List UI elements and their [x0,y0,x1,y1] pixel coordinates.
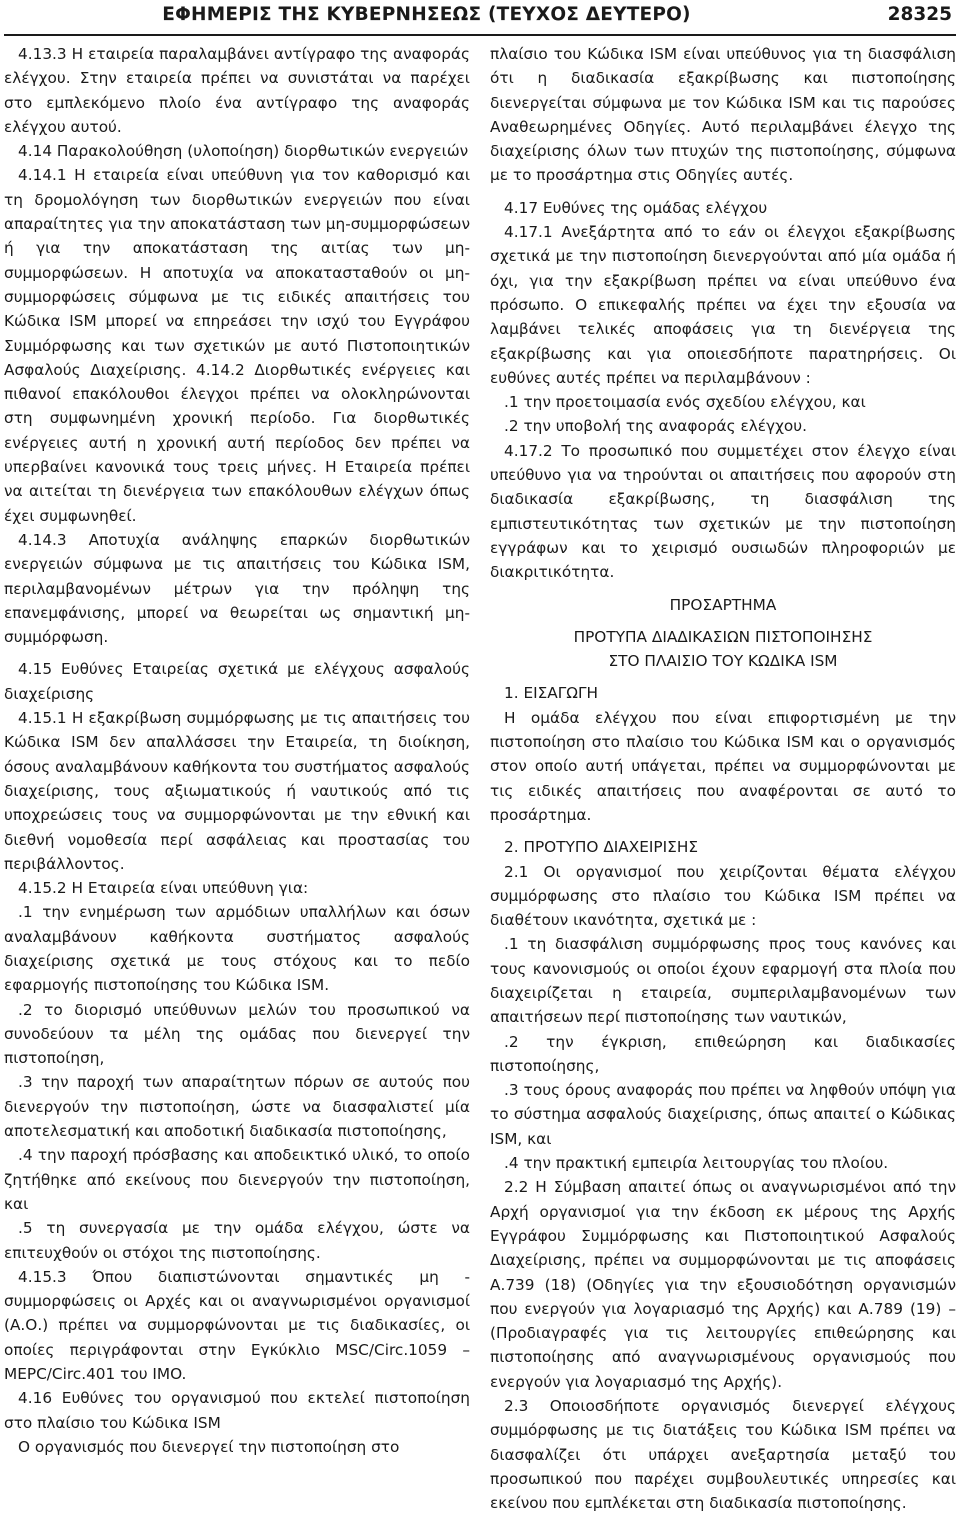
paragraph: 4.14.3 Αποτυχία ανάληψης επαρκών διορθωτικών ενεργειών σύμφωνα με τις απαιτήσεις του Κώδικα ISM, περιλαμβανομένων μέτρων για την πρόληψη της επανεμφάνισης, μπορεί να θεωρείται ως σημαντική μη-συμμόρφωση. [4,530,470,647]
section-heading: 4.14 Παρακολούθηση (υλοποίηση) διορθωτικών ενεργειών [18,142,469,161]
list-item: .1 τη διασφάλιση συμμόρφωσης προς τους κανόνες και τους κανονισμούς οι οποίοι έχουν εφαρμογή στα πλοία που διαχειρίζεται η εταιρεία, συμπεριλαμβανομένων των απαιτήσεων περί πιστοποίησης των ναυτικών, [490,935,956,1027]
list-item: .1 την ενημέρωση των αρμόδιων υπαλλήλων και όσων αναλαμβάνουν καθήκοντα συστήματος ασφαλούς διαχείρισης σχετικά με τους στόχους και το πεδίο εφαρμογής πιστοποίησης του Κώδικα ISM. [4,903,470,995]
paragraph: 4.15.2 Η Εταιρεία είναι υπεύθυνη για: [18,879,309,898]
paragraph: 4.15.3 Όπου διαπιστώνονται σημαντικές μη - συμμορφώσεις οι Αρχές και οι αναγνωρισμένοι οργανισμοί (Α.Ο.) πρέπει να συμμορφώνονται με τις διαδικασίες, οι οποίες περιγράφονται στην Εγκύκλιο MSC/Circ.1059 – MEPC/Circ.401 του IMO. [4,1267,470,1384]
paragraph: Ο οργανισμός που διενεργεί την πιστοποίηση στο [18,1437,400,1456]
gazette-title: ΕΦΗΜΕΡΙΣ ΤΗΣ ΚΥΒΕΡΝΗΣΕΩΣ (ΤΕΥΧΟΣ ΔΕΥΤΕΡΟ) [162,4,691,25]
header-divider [4,34,956,36]
section-heading: 4.16 Ευθύνες του οργανισμού που εκτελεί πιστοποίηση στο πλαίσιο του Κώδικα ISM [4,1389,470,1432]
paragraph: 2.3 Οποιοσδήποτε οργανισμός διενεργεί ελέγχους συμμόρφωσης με τις διατάξεις του Κώδικα ISM πρέπει να διασφαλίζει ότι υπάρχει ανεξαρτησία μεταξύ του προσωπικού που παρέχει συμβουλευτικές υπηρεσίες και εκείνου που εμπλέκεται στη διαδικασία πιστοποίησης. [490,1397,956,1513]
list-item: .2 την υποβολή της αναφοράς ελέγχου. [504,417,808,436]
paragraph: 2.2 Η Σύμβαση απαιτεί όπως οι αναγνωρισμένοι από την Αρχή οργανισμοί για την έκδοση εκ μέρους της Αρχής Εγγράφου Συμμόρφωσης και Πιστοποιητικού Ασφαλούς Διαχείρισης, πρέπει να συμμορφώνονται με τις αποφάσεις Α.739 (18) (Οδηγίες για την εξουσιοδότηση οργανισμών που ενεργούν για λογαριασμό της Αρχής) και Α.789 (19) – (Προδιαγραφές για τις λειτουργίες επιθεώρησης και πιστοποίησης από αναγνωρισμένους οργανισμούς που ενεργούν για λογαριασμό της Αρχής). [490,1178,956,1391]
page-header [0,0,960,34]
list-item: .3 τους όρους αναφοράς που πρέπει να ληφθούν υπόψη για το σύστημα ασφαλούς διαχείρισης, όπως απαιτεί ο Κώδικας ISM, και [490,1081,956,1148]
paragraph: Η ομάδα ελέγχου που είναι επιφορτισμένη με την πιστοποίηση στο πλαίσιο του Κώδικα ISM και ο οργανισμός στον οποίο αυτή υπάγεται, πρέπει να συμμορφώνονται με τις ειδικές απαιτήσεις που αναφέρονται σε αυτό το προσάρτημα. [490,708,956,824]
list-item: .2 την έγκριση, επιθεώρηση και διαδικασίες πιστοποίησης, [490,1032,956,1075]
paragraph: 2.1 Οι οργανισμοί που χειρίζονται θέματα ελέγχου συμμόρφωσης στο πλαίσιο του Κώδικα ISM πρέπει να διαθέτουν ικανότητα, σχετικά με : [490,862,956,930]
appendix-subtitle: ΣΤΟ ΠΛΑΙΣΙΟ ΤΟΥ ΚΩΔΙΚΑ ISM [608,652,838,671]
appendix-title: ΠΡΟΣΑΡΤΗΜΑ [669,595,777,614]
list-item: .3 την παροχή των απαραίτητων πόρων σε αυτούς που διενεργούν την πιστοποίηση, ώστε να διασφαλιστεί μία αποτελεσματική και αποδοτική διαδικασία πιστοποίησης, [4,1073,470,1141]
section-heading: 1. ΕΙΣΑΓΩΓΗ [504,684,598,703]
page-number: 28325 [887,4,952,25]
paragraph: πλαίσιο του Κώδικα ISM είναι υπεύθυνος για τη διασφάλιση ότι η διαδικασία εξακρίβωσης και πιστοποίησης διενεργείται σύμφωνα με τον Κώδικα ISM και τις παρούσες Αναθεωρημένες Οδηγίες. Αυτό περιλαμβάνει έλεγχο της διαχείρισης όλων των πτυχών της πιστοποίησης, σύμφωνα με το προσάρτημα στις Οδηγίες αυτές. [490,45,956,185]
section-heading: 4.17 Ευθύνες της ομάδας ελέγχου [504,198,768,217]
paragraph: 4.14.1 Η εταιρεία είναι υπεύθυνη για τον καθορισμό και τη δρομολόγηση των διορθωτικών ενεργειών που είναι απαραίτητες για την αποκατάσταση των μη-συμμορφώσεων ή για την αποκατάσταση της αιτίας των μη-συμμορφώσεων. Η αποτυχία να αποκατασταθούν οι μη-συμμορφώσεις σύμφωνα με τις ειδικές απαιτήσεις του Κώδικα ISM μπορεί να επηρεάσει την ισχύ του Εγγράφου Συμμόρφωσης και των σχετικών με αυτό Πιστοποιητικών Ασφαλούς Διαχείρισης. 4.14.2 Διορθωτικές ενέργειες και πιθανοί επακόλουθοι έλεγχοι πρέπει να ολοκληρώνονται στη συμφωνημένη χρονική περίοδο. Για διορθωτικές ενέργειες αυτή η χρονική αυτή περίοδος δεν πρέπει να υπερβαίνει κανονικά τους τρεις μήνες. Η Εταιρεία πρέπει να αιτείται τη διενέργεια των επακόλουθων ελέγχων όπως έχει συμφωνηθεί. [4,166,471,525]
appendix-subtitle: ΠΡΟΤΥΠΑ ΔΙΑΔΙΚΑΣΙΩΝ ΠΙΣΤΟΠΟΙΗΣΗΣ [573,627,873,646]
section-heading: 2. ΠΡΟΤΥΠΟ ΔΙΑΧΕΙΡΙΣΗΣ [504,838,698,857]
list-item: .4 την πρακτική εμπειρία λειτουργίας του πλοίου. [504,1154,889,1173]
paragraph: 4.13.3 Η εταιρεία παραλαμβάνει αντίγραφο της αναφοράς ελέγχου. Στην εταιρεία πρέπει να συνιστάται να παρέχει στο εμπλεκόμενο πλοίο ένα αντίγραφο της αναφοράς ελέγχου αυτού. [4,45,470,136]
paragraph: 4.17.1 Ανεξάρτητα από το εάν οι έλεγχοι εξακρίβωσης σχετικά με την πιστοποίηση διενεργούνται από μία ομάδα ή όχι, για την εξακρίβωση πρέπει να είναι υπεύθυνο ένα πρόσωπο. Ο επικεφαλής πρέπει να έχει την εξουσία να λαμβάνει τελικές αποφάσεις για τη διενέργεια της εξακρίβωσης και για οποιεσδήποτε παρατηρήσεις. Οι ευθύνες αυτές πρέπει να περιλαμβάνουν : [490,223,956,387]
left-column [4,42,470,1459]
list-item: .4 την παροχή πρόσβασης και αποδεικτικό υλικό, το οποίο ζητήθηκε από εκείνους που διενεργούν την πιστοποίηση, και [4,1146,470,1213]
paragraph: 4.17.2 Το προσωπικό που συμμετέχει στον έλεγχο είναι υπεύθυνο για να τηρούνται οι απαιτήσεις που αφορούν στη διαδικασία εξακρίβωσης, τη διασφάλιση της εμπιστευτικότητας των σχετικών με την πιστοποίηση εγγράφων και το χειρισμό ουσιωδών πληροφοριών με διακριτικότητα. [490,441,956,582]
list-item: .2 το διορισμό υπεύθυνων μελών του προσωπικού να συνοδεύουν τα μέλη της ομάδας που διενεργεί την πιστοποίηση, [4,1000,470,1068]
paragraph: 4.15.1 Η εξακρίβωση συμμόρφωσης με τις απαιτήσεις του Κώδικα ISM δεν απαλλάσσει την Εταιρεία, τη διοίκηση, όσους αναλαμβάνουν καθήκοντα του συστήματος ασφαλούς διαχείρισης, τους αξιωματικούς ή ναυτικούς από τις υποχρεώσεις τους να συμμορφώνονται με την εθνική και διεθνή νομοθεσία περί ασφάλειας και προστασίας του περιβάλλοντος. [4,709,470,873]
right-column [490,42,956,1516]
list-item: .5 τη συνεργασία με την ομάδα ελέγχου, ώστε να επιτευχθούν οι στόχοι της πιστοποίησης. [4,1219,470,1262]
section-heading: 4.15 Ευθύνες Εταιρείας σχετικά με ελέγχους ασφαλούς διαχείρισης [4,660,470,703]
list-item: .1 την προετοιμασία ενός σχεδίου ελέγχου, και [504,393,866,412]
